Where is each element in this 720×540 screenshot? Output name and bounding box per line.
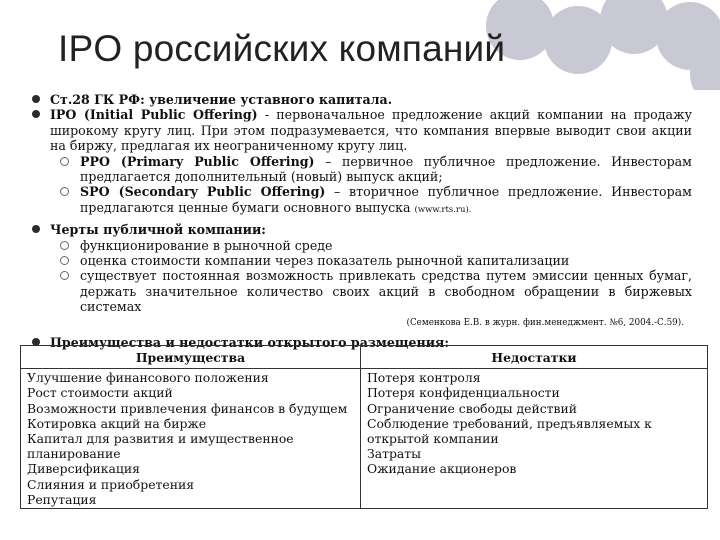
table-header-row (21, 346, 708, 369)
disadvantages-header: Недостатки (361, 346, 708, 369)
ring-bullet-icon (60, 256, 69, 265)
ring-bullet-icon (60, 241, 69, 250)
ring-bullet-icon (60, 157, 69, 166)
bullet-icon (32, 95, 40, 103)
pros-cons-table (20, 345, 708, 509)
advantage-item: Рост стоимости акций (27, 385, 173, 401)
pros-cons-heading: Преимущества и недостатки открытого размещения: (50, 334, 450, 350)
disadvantage-item: Ожидание акционеров (367, 461, 517, 477)
source-citation: (Семенкова Е.В. в журн. фин.менеджмент. №6, 2004.-С.59). (406, 317, 684, 328)
advantage-item: Капитал для развития и имущественное планирование (27, 431, 294, 462)
ring-bullet-icon (60, 187, 69, 196)
disadvantage-item: Потеря конфиденциальности (367, 385, 560, 401)
ppo-term: PPO (Primary Public Offering) (80, 153, 315, 169)
slide-content (32, 92, 692, 350)
disadvantage-item: Ограничение свободы действий (367, 400, 578, 416)
decorative-circles (480, 0, 720, 90)
advantages-header: Преимущества (21, 346, 361, 369)
ring-bullet-icon (60, 271, 69, 280)
public-company-heading: Черты публичной компании: (50, 222, 266, 238)
disadvantage-item: Затраты (367, 446, 421, 462)
advantage-item: Котировка акций на бирже (27, 415, 207, 431)
spo-term: SPO (Secondary Public Offering) (80, 184, 326, 200)
advantages-cell (21, 369, 361, 509)
advantage-item: Слияния и приобретения (27, 476, 195, 492)
advantage-item: Возможности привлечения финансов в будущем (27, 400, 348, 416)
sub-item-spo (32, 184, 692, 218)
slide-title: IPO российских компаний (58, 28, 506, 69)
disadvantage-item: Соблюдение требований, предъявляемых к открытой компании (367, 415, 652, 447)
bullet-icon (32, 225, 40, 233)
bullet-item-public-company (32, 222, 692, 237)
ipo-definition: - первоначальное предложение акций компании на продажу широкому кругу лиц. При этом подразумевается, что компания впервые выводит свои акции на биржу, предлагая их неограниченному кругу лиц. (50, 107, 693, 154)
advantage-item: Улучшение финансового положения (27, 370, 269, 386)
disadvantage-item: Потеря контроля (367, 370, 481, 386)
feature-text: функционирование в рыночной среде (80, 237, 333, 253)
ppo-definition: – первичное публичное предложение. Инвесторам предлагается дополнительный (новый) выпуск акций; (80, 153, 692, 185)
bullet-item-ipo (32, 107, 692, 153)
advantage-item: Репутация (27, 491, 97, 507)
ipo-term: IPO (Initial Public Offering) (50, 107, 258, 123)
feature-text: оценка стоимости компании через показатель рыночной капитализации (80, 253, 570, 269)
table-row (21, 369, 708, 509)
disadvantages-cell (361, 369, 708, 509)
spo-source-note: (www.rts.ru). (414, 204, 472, 215)
sub-item-emission (32, 268, 692, 314)
spo-definition: – вторичное публичное предложение. Инвесторам предлагаются ценные бумаги основного выпуска (80, 184, 692, 215)
sub-item-market (32, 238, 692, 253)
sub-item-ppo (32, 154, 692, 185)
bullet-item-article28 (32, 92, 692, 107)
feature-text: существует постоянная возможность привлекать средства путем эмиссии ценных бумаг, держать значительное количество своих акций в свободном обращении в биржевых системах (80, 268, 692, 315)
article-28-text: Ст.28 ГК РФ: увеличение уставного капитала. (50, 92, 393, 107)
sub-item-capitalization (32, 253, 692, 268)
bullet-icon (32, 110, 40, 118)
advantage-item: Диверсификация (27, 461, 140, 477)
